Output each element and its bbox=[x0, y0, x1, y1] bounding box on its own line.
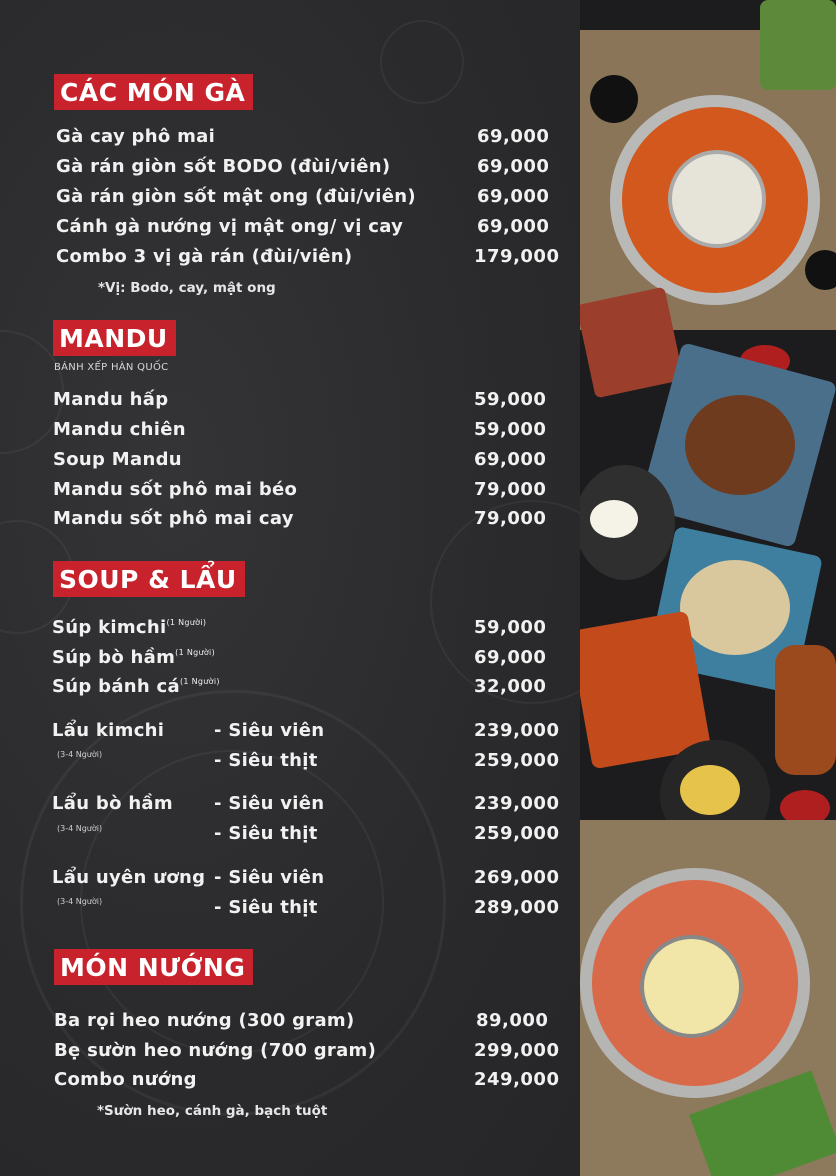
hotpot-option: - Siêu thịt bbox=[214, 823, 318, 844]
noodle-bowl-image bbox=[668, 150, 766, 248]
menu-item-price: 79,000 bbox=[474, 508, 547, 529]
menu-item-name: Gà rán giòn sốt mật ong (đùi/viên) bbox=[56, 186, 416, 207]
menu-item-price: 259,000 bbox=[474, 823, 560, 844]
menu-item-price: 69,000 bbox=[477, 186, 550, 207]
menu-item-name: Combo nướng bbox=[54, 1069, 197, 1090]
sauce-bowl-image bbox=[590, 75, 638, 123]
hotpot-option: - Siêu thịt bbox=[214, 750, 318, 771]
menu-item-name: Combo 3 vị gà rán (đùi/viên) bbox=[56, 246, 353, 267]
menu-item-name: Gà rán giòn sốt BODO (đùi/viên) bbox=[56, 156, 391, 177]
food-photo-strip bbox=[580, 0, 836, 1176]
menu-item-price: 299,000 bbox=[474, 1040, 560, 1061]
menu-item-name: Mandu sốt phô mai cay bbox=[53, 508, 294, 529]
serving-size: (1 Người) bbox=[166, 618, 207, 627]
section-title-mandu: MANDU bbox=[53, 320, 176, 356]
hotpot-option: - Siêu viên bbox=[214, 793, 325, 814]
menu-item-price: 69,000 bbox=[474, 449, 547, 470]
section-title-soup: SOUP & LẨU bbox=[53, 561, 245, 597]
menu-item-name: Gà cay phô mai bbox=[56, 126, 216, 147]
hotpot-option: - Siêu viên bbox=[214, 867, 325, 888]
menu-item-name: Mandu sốt phô mai béo bbox=[53, 479, 298, 500]
serving-size: (3-4 Người) bbox=[57, 897, 103, 906]
menu-item-name bbox=[52, 676, 220, 697]
bibimbap-toppings-image bbox=[680, 765, 740, 815]
soup-name: Súp kimchi bbox=[52, 617, 167, 638]
menu-item-price: 59,000 bbox=[474, 617, 547, 638]
serving-size: (3-4 Người) bbox=[57, 750, 103, 759]
menu-item-price: 69,000 bbox=[474, 647, 547, 668]
menu-item-price: 289,000 bbox=[474, 897, 560, 918]
serving-size: (3-4 Người) bbox=[57, 824, 103, 833]
fried-egg-image bbox=[590, 500, 638, 538]
section-title-nuong: MÓN NƯỚNG bbox=[54, 949, 253, 985]
decorative-plate-sketch bbox=[380, 20, 464, 104]
section-note-ga: *Vị: Bodo, cay, mật ong bbox=[98, 280, 276, 296]
hotpot-name: Lẩu bò hầm bbox=[52, 793, 173, 814]
menu-item-name: Ba rọi heo nướng (300 gram) bbox=[54, 1010, 355, 1031]
hotpot-option: - Siêu viên bbox=[214, 720, 325, 741]
section-note-nuong: *Sườn heo, cánh gà, bạch tuột bbox=[97, 1103, 328, 1119]
menu-item-name bbox=[52, 617, 206, 638]
menu-item-name: Cánh gà nướng vị mật ong/ vị cay bbox=[56, 216, 404, 237]
menu-item-price: 79,000 bbox=[474, 479, 547, 500]
fried-chicken-wings-image bbox=[775, 645, 836, 775]
menu-item-price: 249,000 bbox=[474, 1069, 560, 1090]
menu-item-name: Mandu hấp bbox=[53, 389, 169, 410]
section-subtitle-mandu: BÁNH XẾP HÀN QUỐC bbox=[54, 362, 169, 373]
soup-name: Súp bò hầm bbox=[52, 647, 176, 668]
menu-item-name: Mandu chiên bbox=[53, 419, 186, 440]
menu-item-price: 69,000 bbox=[477, 216, 550, 237]
hotpot-option: - Siêu thịt bbox=[214, 897, 318, 918]
serving-size: (1 Người) bbox=[175, 648, 215, 657]
melted-cheese-image bbox=[640, 935, 743, 1038]
menu-item-name: Soup Mandu bbox=[53, 449, 182, 470]
mandu-dumplings-image bbox=[680, 560, 790, 655]
greens-plate-image bbox=[760, 0, 836, 90]
hotpot-name: Lẩu uyên ương bbox=[52, 867, 206, 888]
section-title-ga: CÁC MÓN GÀ bbox=[54, 74, 253, 110]
soup-name: Súp bánh cá bbox=[52, 676, 180, 697]
menu-item-price: 259,000 bbox=[474, 750, 560, 771]
menu-item-price: 179,000 bbox=[474, 246, 560, 267]
serving-size: (1 Người) bbox=[179, 677, 220, 686]
menu-item-price: 239,000 bbox=[474, 793, 560, 814]
menu-item-name bbox=[52, 647, 215, 668]
menu-item-name: Bẹ sườn heo nướng (700 gram) bbox=[54, 1040, 377, 1061]
menu-item-price: 59,000 bbox=[474, 389, 547, 410]
grilled-ribs-salad-image bbox=[685, 395, 795, 495]
menu-item-price: 69,000 bbox=[477, 156, 550, 177]
menu-item-price: 89,000 bbox=[476, 1010, 549, 1031]
menu-item-price: 69,000 bbox=[477, 126, 550, 147]
hotpot-name: Lẩu kimchi bbox=[52, 720, 165, 741]
menu-item-price: 32,000 bbox=[474, 676, 547, 697]
decorative-bowl-sketch bbox=[430, 500, 580, 704]
menu-item-price: 239,000 bbox=[474, 720, 560, 741]
menu-item-price: 59,000 bbox=[474, 419, 547, 440]
menu-item-price: 269,000 bbox=[474, 867, 560, 888]
